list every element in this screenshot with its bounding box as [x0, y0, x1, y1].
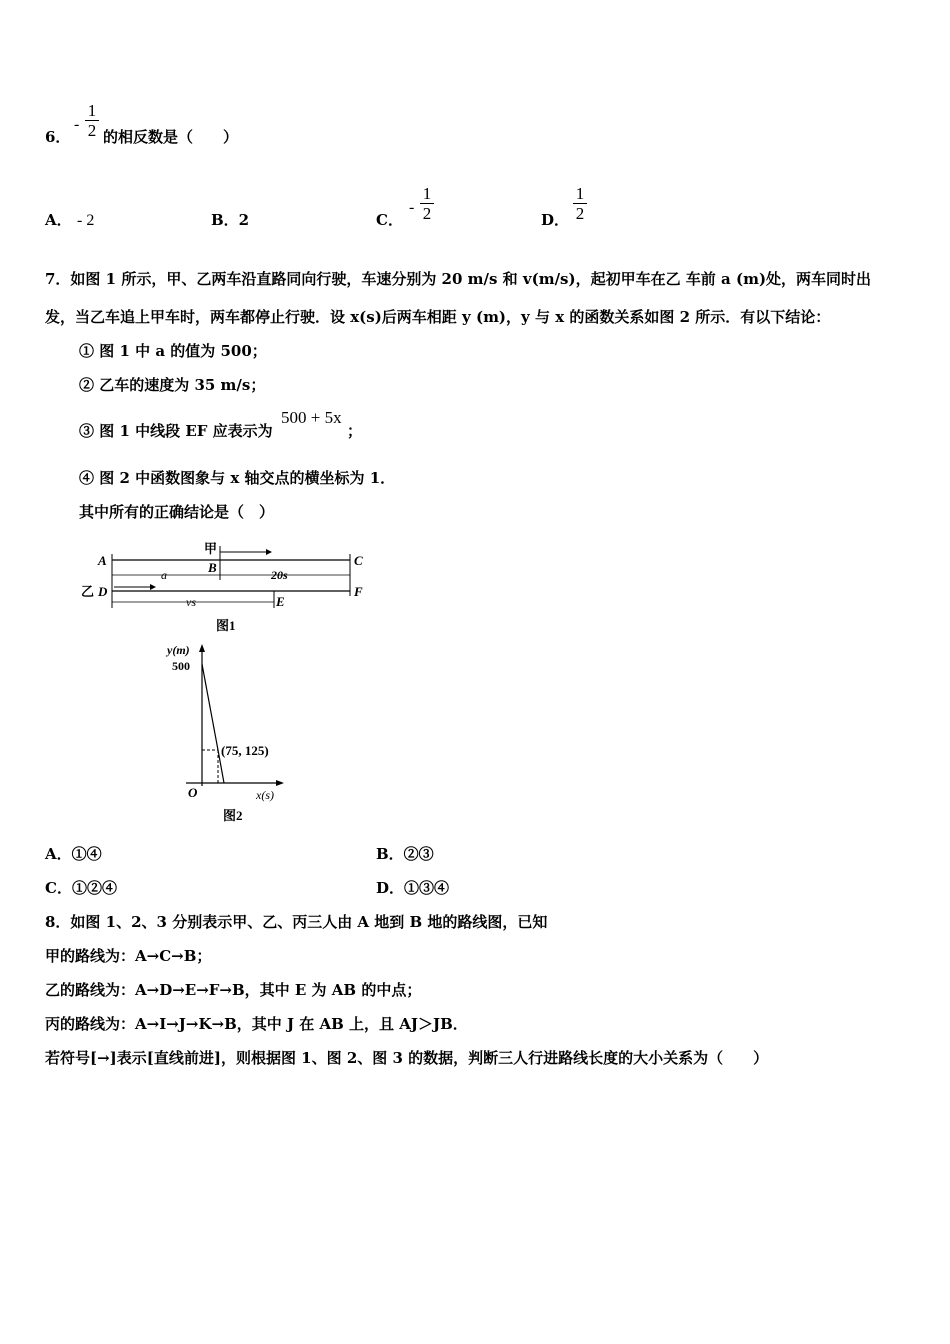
- fig1-label-yi: 乙: [81, 584, 95, 599]
- fig1-caption: 图1: [216, 618, 236, 633]
- fig2-y-500: 500: [172, 659, 190, 673]
- q8-route-jia: 甲的路线为：A→C→B；: [45, 947, 212, 965]
- q7-option-d: D．①③④: [376, 879, 450, 897]
- q6-option-c-fraction: [420, 185, 434, 222]
- fig1-label-a-dim: a: [161, 568, 167, 582]
- q6-option-a-value: - 2: [77, 212, 95, 229]
- q7-statement-2: ② 乙车的速度为 35 m/s；: [79, 376, 266, 394]
- fig2-function-line: [202, 664, 218, 750]
- fig2-y-label: y(m): [167, 643, 190, 657]
- q6-option-b: B．2: [211, 211, 250, 229]
- q6-option-d-numerator: 1: [575, 184, 585, 203]
- q7-figure-1: [78, 538, 378, 638]
- fig1-label-b: B: [208, 560, 217, 575]
- q6-option-c-numerator: 1: [422, 184, 432, 203]
- q8-question: 若符号[→]表示[直线前进]，则根据图 1、图 2、图 3 的数据，判断三人行进路线长度的大小关系为（ ）: [45, 1049, 769, 1067]
- fig1-label-a: A: [98, 553, 107, 568]
- fig1-yi-arrowhead: [150, 584, 156, 590]
- q6-option-d-denominator: 2: [575, 204, 585, 223]
- q7-option-c: C．①②④: [45, 879, 117, 897]
- fig2-x-label: x(s): [256, 788, 274, 802]
- fig2-x-arrowhead: [276, 780, 284, 786]
- q6-stem: 的相反数是（ ）: [103, 128, 239, 146]
- q7-option-b: B．②③: [376, 845, 434, 863]
- fig2-y-arrowhead: [199, 644, 205, 652]
- q7-statement-3-text: ③ 图 1 中线段 EF 应表示为: [79, 422, 273, 440]
- fig2-caption: 图2: [223, 808, 243, 823]
- q6-frac-numerator: 1: [87, 101, 97, 120]
- fig2-origin: O: [188, 785, 198, 800]
- q6-option-c-sign: -: [409, 199, 415, 216]
- fig1-jia-arrowhead: [266, 549, 272, 555]
- q6-frac-sign: -: [74, 116, 80, 133]
- fig2-point-label: (75, 125): [221, 743, 269, 758]
- q6-option-d-label: D．: [541, 211, 570, 229]
- q7-statement-1: ① 图 1 中 a 的值为 500；: [79, 342, 267, 360]
- q6-option-a-label: A．: [45, 211, 72, 229]
- fig1-label-vs: vs: [186, 595, 196, 609]
- q7-statement-4: ④ 图 2 中函数图象与 x 轴交点的横坐标为 1．: [79, 469, 396, 487]
- q6-frac-denominator: 2: [87, 121, 97, 140]
- q8-stem-line1: 8．如图 1、2、3 分别表示甲、乙、丙三人由 A 地到 B 地的路线图，已知: [45, 913, 548, 931]
- fig1-label-c: C: [354, 553, 363, 568]
- q8-route-bing: 丙的路线为：A→I→J→K→B，其中 J 在 AB 上，且 AJ＞JB．: [45, 1015, 468, 1033]
- q8-route-yi: 乙的路线为：A→D→E→F→B，其中 E 为 AB 的中点；: [45, 981, 422, 999]
- q6-option-d-fraction: [573, 185, 587, 222]
- q6-fraction: [85, 102, 99, 139]
- fig1-label-jia: 甲: [204, 541, 218, 556]
- q6-option-c-label: C．: [376, 211, 403, 229]
- q7-stem-line1: 7．如图 1 所示，甲、乙两车沿直路同向行驶，车速分别为 20 m/s 和 v(m/s)，起初甲车在乙 车前 a (m)处，两车同时出: [45, 270, 872, 288]
- fig1-label-20s: 20s: [271, 568, 288, 582]
- fig1-label-f: F: [354, 584, 363, 599]
- fig1-label-d: D: [98, 584, 108, 599]
- q7-figure-2: [160, 640, 300, 830]
- q6-option-c-denominator: 2: [422, 204, 432, 223]
- q7-statement-3-end: ；: [347, 422, 363, 440]
- q7-question: 其中所有的正确结论是（ ）: [79, 503, 275, 521]
- q7-option-a: A．①④: [45, 845, 102, 863]
- q7-stem-line2: 发，当乙车追上甲车时，两车都停止行驶．设 x(s)后两车相距 y (m)，y 与 x 的函数关系如图 2 所示．有以下结论：: [45, 308, 831, 326]
- q6-number: 6．: [45, 128, 71, 146]
- q7-statement-3-expression: 500 + 5x: [281, 408, 342, 427]
- fig1-label-e: E: [276, 594, 285, 609]
